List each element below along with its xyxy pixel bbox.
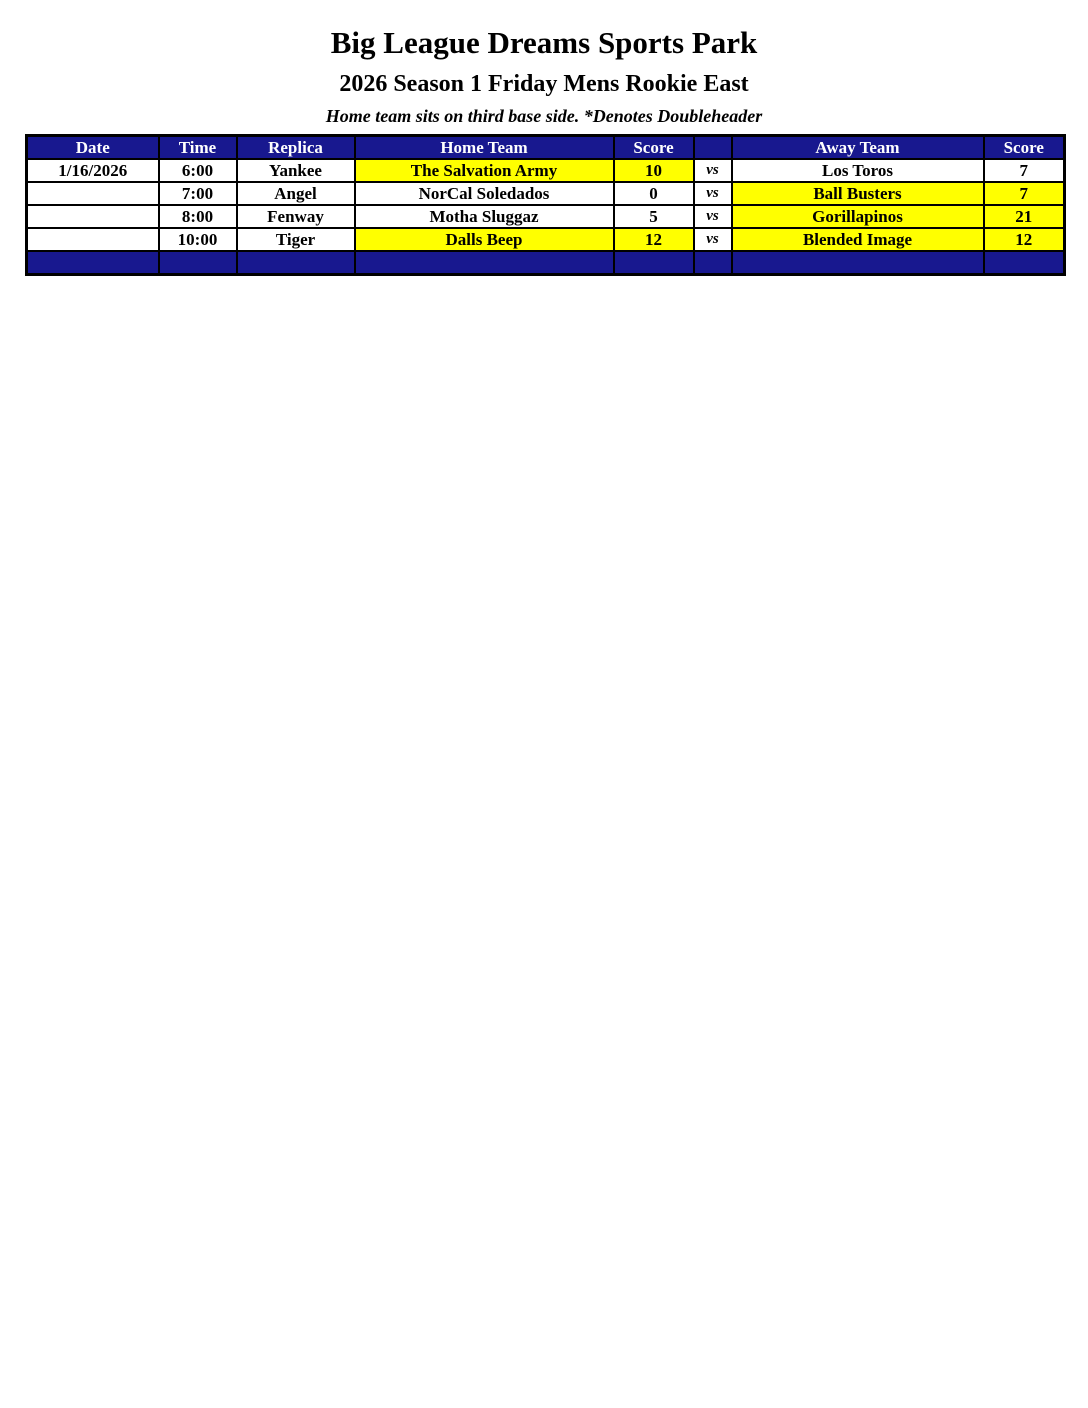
date-cell: 1/16/2026	[27, 159, 159, 182]
schedule-table	[25, 134, 1066, 276]
footer-spacer-cell	[159, 251, 237, 275]
home-score-cell: 5	[614, 205, 694, 228]
home-score-cell: 10	[614, 159, 694, 182]
col-header-time: Time	[159, 136, 237, 160]
date-cell	[27, 228, 159, 251]
home-team-cell: Dalls Beep	[355, 228, 614, 251]
col-header-home-score: Score	[614, 136, 694, 160]
home-score-cell: 0	[614, 182, 694, 205]
replica-cell: Yankee	[237, 159, 355, 182]
col-header-home-team: Home Team	[355, 136, 614, 160]
date-cell	[27, 182, 159, 205]
vs-cell: vs	[694, 159, 732, 182]
away-score-cell: 7	[984, 159, 1065, 182]
away-team-cell: Blended Image	[732, 228, 984, 251]
away-score-cell: 7	[984, 182, 1065, 205]
footer-spacer-cell	[27, 251, 159, 275]
away-score-cell: 21	[984, 205, 1065, 228]
home-team-cell: The Salvation Army	[355, 159, 614, 182]
time-cell: 8:00	[159, 205, 237, 228]
time-cell: 7:00	[159, 182, 237, 205]
schedule-note: Home team sits on third base side. *Denotes Doubleheader	[325, 106, 763, 127]
footer-spacer-cell	[237, 251, 355, 275]
footer-spacer-cell	[614, 251, 694, 275]
time-cell: 6:00	[159, 159, 237, 182]
home-team-cell: Motha Sluggaz	[355, 205, 614, 228]
home-score-cell: 12	[614, 228, 694, 251]
schedule-row	[27, 182, 1065, 205]
replica-cell: Fenway	[237, 205, 355, 228]
header-row	[27, 136, 1065, 160]
schedule-row	[27, 228, 1065, 251]
footer-spacer-cell	[984, 251, 1065, 275]
col-header-date: Date	[27, 136, 159, 160]
away-team-cell: Ball Busters	[732, 182, 984, 205]
schedule-row	[27, 205, 1065, 228]
page-title: Big League Dreams Sports Park	[330, 25, 758, 60]
footer-spacer-cell	[355, 251, 614, 275]
footer-spacer-row	[27, 251, 1065, 275]
home-team-cell: NorCal Soledados	[355, 182, 614, 205]
footer-spacer-cell	[732, 251, 984, 275]
schedule-row	[27, 159, 1065, 182]
col-header-vs	[694, 136, 732, 160]
replica-cell: Angel	[237, 182, 355, 205]
away-score-cell: 12	[984, 228, 1065, 251]
col-header-away-score: Score	[984, 136, 1065, 160]
date-cell	[27, 205, 159, 228]
time-cell: 10:00	[159, 228, 237, 251]
vs-cell: vs	[694, 182, 732, 205]
vs-cell: vs	[694, 228, 732, 251]
vs-cell: vs	[694, 205, 732, 228]
col-header-away-team: Away Team	[732, 136, 984, 160]
page-subtitle: 2026 Season 1 Friday Mens Rookie East	[339, 71, 749, 98]
away-team-cell: Gorillapinos	[732, 205, 984, 228]
col-header-replica: Replica	[237, 136, 355, 160]
footer-spacer-cell	[694, 251, 732, 275]
replica-cell: Tiger	[237, 228, 355, 251]
away-team-cell: Los Toros	[732, 159, 984, 182]
